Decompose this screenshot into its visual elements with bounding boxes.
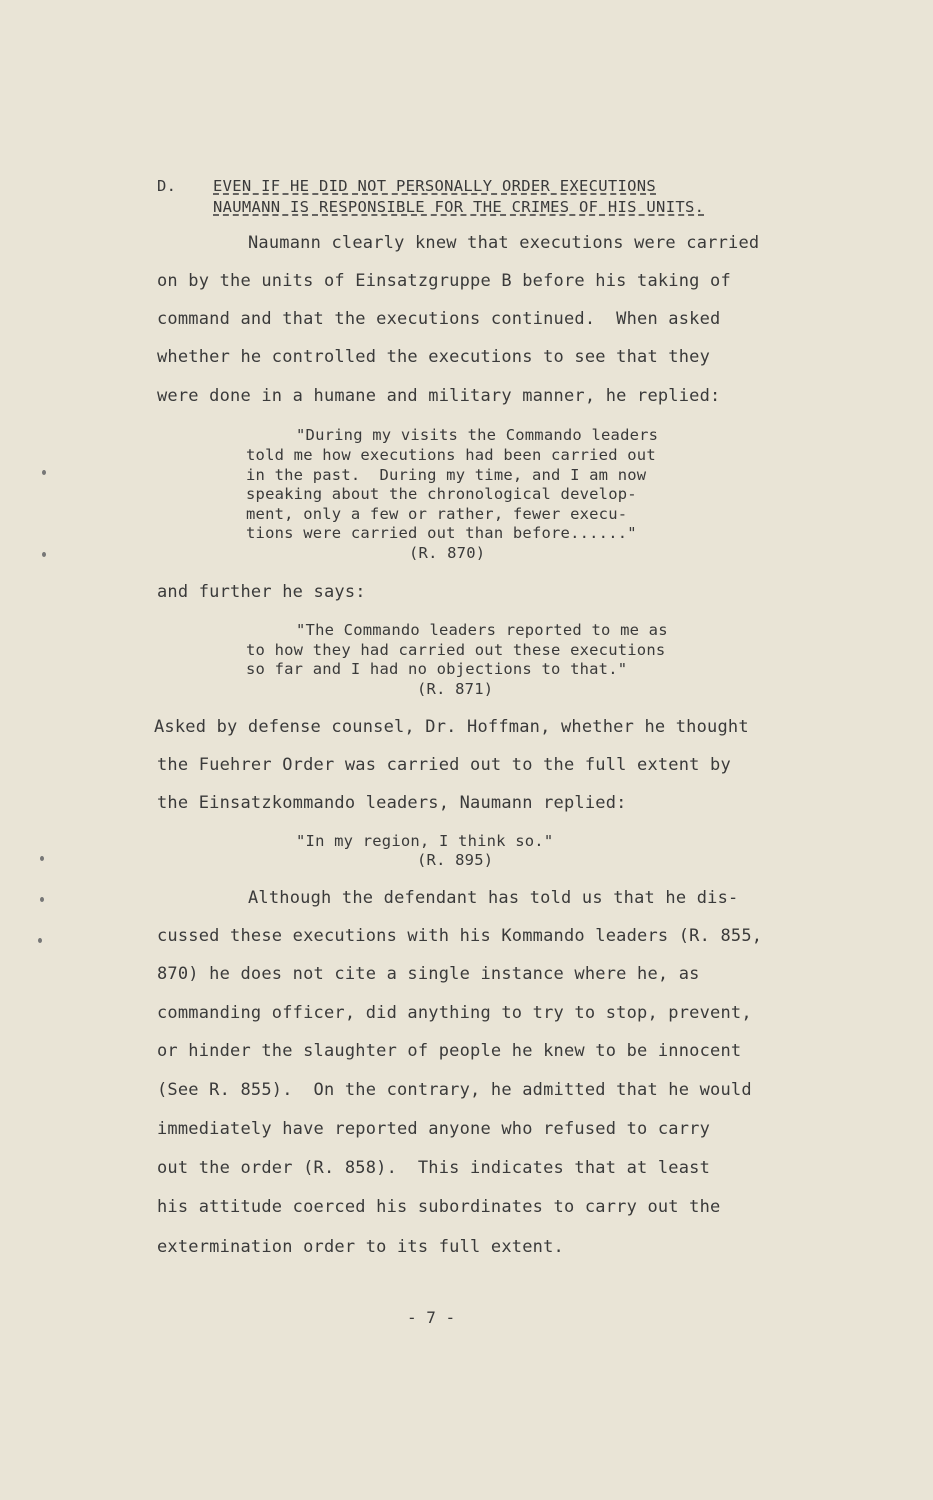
paragraph-line: command and that the executions continued. When asked — [157, 309, 721, 329]
record-citation: (R. 871) — [417, 680, 494, 698]
quote-line: "During my visits the Commando leaders — [296, 426, 659, 444]
paragraph-line: out the order (R. 858). This indicates that at least — [157, 1158, 711, 1178]
paragraph-line: cussed these executions with his Kommando leaders (R. 855, — [157, 926, 763, 946]
paragraph-line: 870) he does not cite a single instance where he, as — [157, 964, 700, 984]
quote-line: speaking about the chronological develop- — [246, 485, 637, 503]
paragraph-line: his attitude coerced his subordinates to carry out the — [157, 1197, 721, 1217]
paper-speck — [40, 897, 44, 902]
record-citation: (R. 870) — [409, 544, 486, 562]
section-letter: D. — [157, 177, 177, 195]
paragraph-line: on by the units of Einsatzgruppe B before his taking of — [157, 271, 731, 291]
quote-line: so far and I had no objections to that." — [246, 660, 628, 678]
paragraph-line: were done in a humane and military manner, he replied: — [157, 386, 721, 406]
quote-line: told me how executions had been carried out — [246, 446, 656, 464]
paragraph-line: (See R. 855). On the contrary, he admitted that he would — [157, 1080, 752, 1100]
paragraph-line: whether he controlled the executions to see that they — [157, 347, 711, 367]
paragraph-line: commanding officer, did anything to try to stop, prevent, — [157, 1003, 752, 1023]
connector-text: and further he says: — [157, 582, 366, 602]
quote-line: "The Commando leaders reported to me as — [296, 621, 668, 639]
section-heading-line-2: NAUMANN IS RESPONSIBLE FOR THE CRIMES OF HIS UNITS. — [213, 198, 705, 216]
quote-line: to how they had carried out these executions — [246, 641, 666, 659]
paragraph-line: immediately have reported anyone who refused to carry — [157, 1119, 711, 1139]
paragraph-line: or hinder the slaughter of people he knew to be innocent — [157, 1041, 742, 1061]
record-citation: (R. 895) — [417, 851, 494, 869]
paragraph-line: the Fuehrer Order was carried out to the full extent by — [157, 755, 731, 775]
paragraph-line: Asked by defense counsel, Dr. Hoffman, whether he thought — [154, 717, 749, 737]
paragraph-line: Although the defendant has told us that he dis- — [248, 888, 739, 908]
quote-line: "In my region, I think so." — [296, 832, 554, 850]
paper-speck — [42, 470, 46, 475]
paragraph-line: the Einsatzkommando leaders, Naumann replied: — [157, 793, 627, 813]
paragraph-line: Naumann clearly knew that executions were carried — [248, 233, 760, 253]
paragraph-line: extermination order to its full extent. — [157, 1237, 564, 1257]
quote-line: tions were carried out than before......" — [246, 524, 637, 542]
paper-speck — [40, 856, 44, 861]
quote-line: in the past. During my time, and I am now — [246, 466, 647, 484]
section-heading-line-1: EVEN IF HE DID NOT PERSONALLY ORDER EXECUTIONS — [213, 177, 657, 195]
page-number: - 7 - — [407, 1308, 456, 1327]
quote-line: ment, only a few or rather, fewer execu- — [246, 505, 628, 523]
paper-speck — [38, 938, 42, 943]
paper-speck — [42, 552, 46, 557]
